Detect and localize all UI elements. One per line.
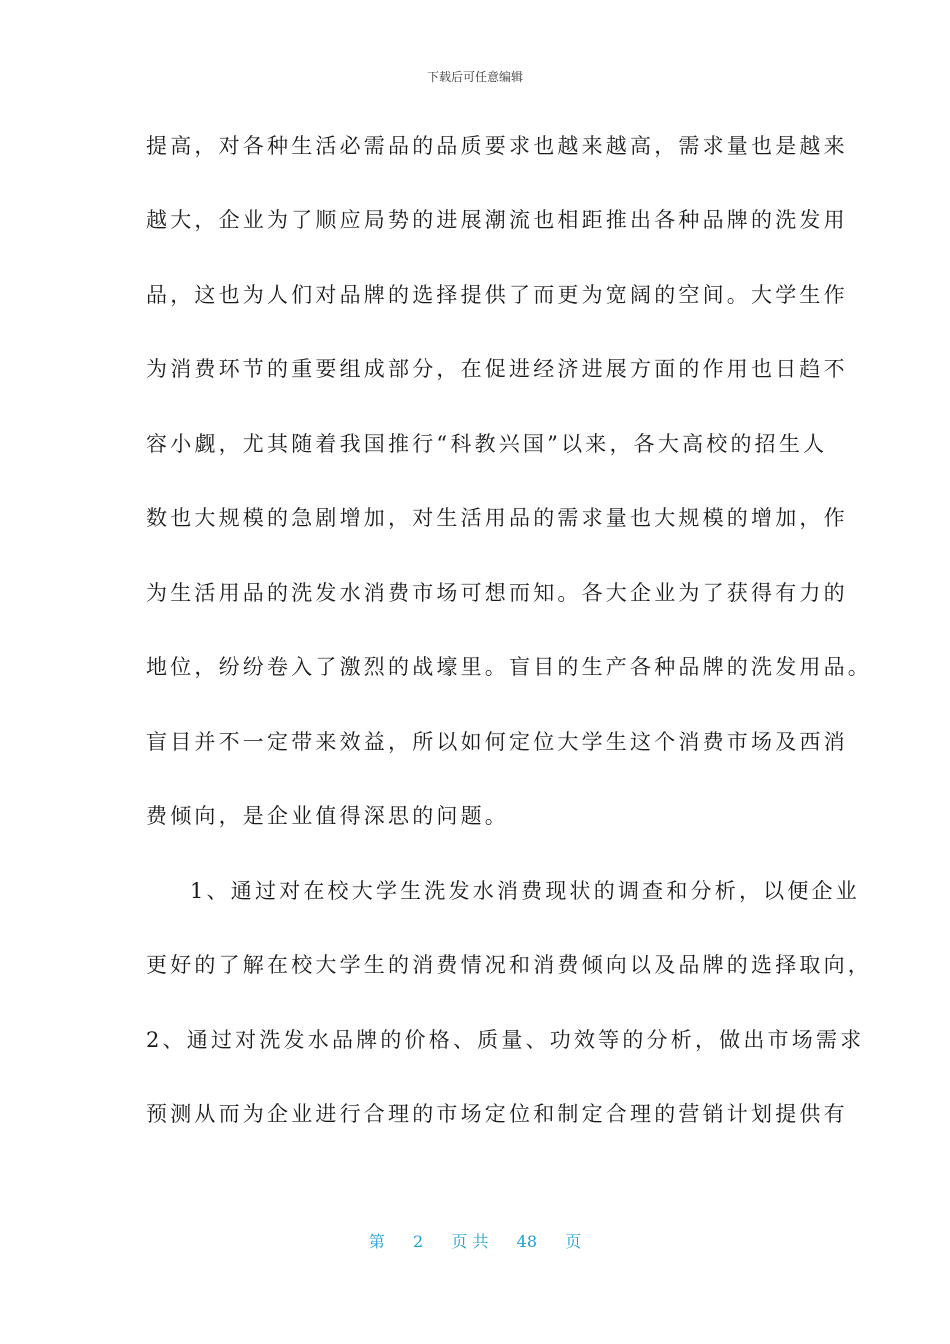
text-line: 提高，对各种生活必需品的品质要求也越来越高，需求量也是越来 [146,134,848,158]
text-line: 更好的了解在校大学生的消费情况和消费倾向以及品牌的选择取向， [146,953,872,977]
footer-page-number: 2 [412,1232,424,1251]
text-line: 越大，企业为了顺应局势的进展潮流也相距推出各种品牌的洗发用 [146,208,848,232]
text-line: 为消费环节的重要组成部分，在促进经济进展方面的作用也日趋不 [146,357,848,381]
text-line: 费倾向，是企业值得深思的问题。 [146,804,509,828]
text-line: 为生活用品的洗发水消费市场可想而知。各大企业为了获得有力的 [146,581,848,605]
text-line: 容小觑，尤其随着我国推行“科教兴国”以来，各大高校的招生人 [146,432,828,456]
text-line: 盲目并不一定带来效益，所以如何定位大学生这个消费市场及西消 [146,730,848,754]
text-line: 地位，纷纷卷入了激烈的战壕里。盲目的生产各种品牌的洗发用品。 [146,655,872,679]
text-line: 1、通过对在校大学生洗发水消费现状的调查和分析，以便企业 [190,879,860,903]
page-footer [0,1229,950,1252]
footer-prefix: 第 [368,1232,385,1251]
footer-suffix: 页 [565,1232,582,1251]
text-line: 2、通过对洗发水品牌的价格、质量、功效等的分析，做出市场需求 [146,1028,865,1052]
text-line: 数也大规模的急剧增加，对生活用品的需求量也大规模的增加，作 [146,506,848,530]
text-line: 品，这也为人们对品牌的选择提供了而更为宽阔的空间。大学生作 [146,283,848,307]
page-header: 下载后可任意编辑 [426,70,523,84]
text-line: 预测从而为企业进行合理的市场定位和制定合理的营销计划提供有 [146,1102,848,1126]
footer-total-pages: 48 [516,1232,537,1251]
footer-middle: 页 共 [451,1232,489,1251]
